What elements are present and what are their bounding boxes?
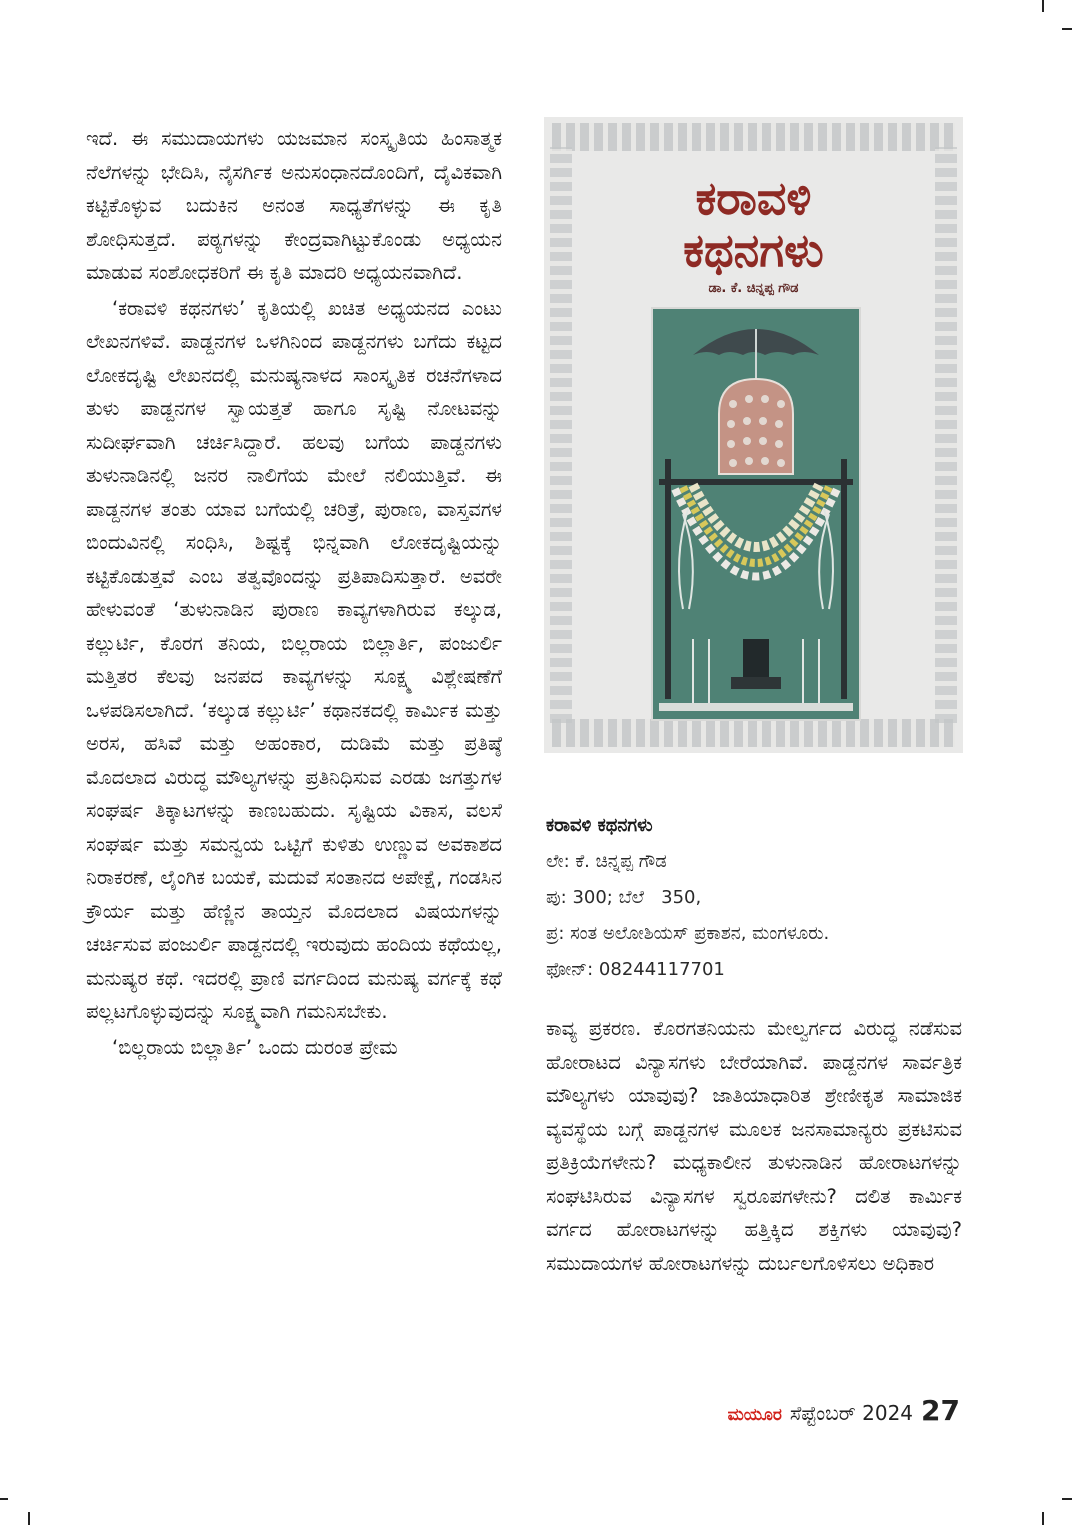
book-title: ಕರಾವಳಿ ಕಥನಗಳು xyxy=(546,815,653,836)
cover-title-line1: ಕರಾವಳಿ xyxy=(695,171,812,225)
crop-mark xyxy=(1042,1512,1044,1525)
umbrella-shrine-illustration xyxy=(653,309,859,719)
issue-month: ಸೆಪ್ಟೆಂಬರ್ 2024 xyxy=(789,1401,914,1425)
page-footer xyxy=(728,1394,960,1428)
crop-mark xyxy=(1062,1498,1072,1500)
cover-title-line2: ಕಥನಗಳು xyxy=(683,223,824,277)
book-cover-image xyxy=(544,117,963,753)
cover-border-pattern xyxy=(552,719,955,747)
cover-border-pattern xyxy=(552,123,955,151)
article-paragraph: ‘ಬಿಲ್ಲರಾಯ ಬಿಲ್ಲಾರ್ತಿ’ ಒಂದು ದುರಂತ ಪ್ರೇಮ xyxy=(112,1035,398,1059)
crop-mark xyxy=(1062,28,1072,30)
article-right-column xyxy=(546,1012,962,1280)
cover-author: ಡಾ. ಕೆ. ಚಿನ್ನಪ್ಪ ಗೌಡ xyxy=(708,281,799,296)
article-left-column xyxy=(86,122,502,1064)
article-paragraph: ‘ಕರಾವಳಿ ಕಥನಗಳು’ ಕೃತಿಯಲ್ಲಿ ಖಚಿತ ಅಧ್ಯಯನದ ಎಂಟು ಲೇಖನಗಳಿವೆ. ಪಾಡ್ದನಗಳ ಒಳಗಿನಿಂದ ಪಾಡ್ದನಗಳು ಬಗೆದು ಕಟ್ಟದ ಲೋಕದೃಷ್ಟಿ ಲೇಖನದಲ್ಲಿ ಮನುಷ್ಯನಾಳದ ಸಾಂಸ್ಕೃತಿಕ ರಚನೆಗಳಾದ ತುಳು ಪಾಡ್ದನಗಳ ಸ್ವಾಯತ್ತತೆ ಹಾಗೂ ಸೃಷ್ಟಿ ನೋಟವನ್ನು ಸುದೀರ್ಘವಾಗಿ ಚರ್ಚಿಸಿದ್ದಾರೆ. ಹಲವು ಬಗೆಯ ಪಾಡ್ದನಗಳು ತುಳುನಾಡಿನಲ್ಲಿ ಜನರ ನಾಲಿಗೆಯ ಮೇಲೆ ನಲಿಯುತ್ತಿವೆ. ಈ ಪಾಡ್ದನಗಳ ತಂತು ಯಾವ ಬಗೆಯಲ್ಲಿ ಚರಿತ್ರೆ, ಪುರಾಣ, ವಾಸ್ತವಗಳ ಬಿಂದುವಿನಲ್ಲಿ ಸಂಧಿಸಿ, ಶಿಷ್ಟಕ್ಕೆ ಭಿನ್ನವಾಗಿ ಲೋಕದೃಷ್ಟಿಯನ್ನು ಕಟ್ಟಿಕೊಡುತ್ತವೆ ಎಂಬ ತತ್ವವೊಂದನ್ನು ಪ್ರತಿಪಾದಿಸುತ್ತಾರೆ. ಅವರೇ ಹೇಳುವಂತೆ ‘ತುಳುನಾಡಿನ ಪುರಾಣ ಕಾವ್ಯಗಳಾಗಿರುವ ಕಲ್ಕುಡ, ಕಲ್ಲುರ್ಟಿ, ಕೊರಗ ತನಿಯ, ಬಿಲ್ಲರಾಯ ಬಿಲ್ಲಾರ್ತಿ, ಪಂಜುರ್ಲಿ ಮತ್ತಿತರ ಕೆಲವು ಜನಪದ ಕಾವ್ಯಗಳನ್ನು ಸೂಕ್ಷ್ಮ ವಿಶ್ಲೇಷಣೆಗೆ ಒಳಪಡಿಸಲಾಗಿದೆ. ‘ಕಲ್ಕುಡ ಕಲ್ಲುರ್ಟಿ’ ಕಥಾನಕದಲ್ಲಿ ಕಾರ್ಮಿಕ ಮತ್ತು ಅರಸ, ಹಸಿವೆ ಮತ್ತು ಅಹಂಕಾರ, ದುಡಿಮೆ ಮತ್ತು ಪ್ರತಿಷ್ಠೆ ಮೊದಲಾದ ವಿರುದ್ಧ ಮೌಲ್ಯಗಳನ್ನು ಪ್ರತಿನಿಧಿಸುವ ಎರಡು ಜಗತ್ತುಗಳ ಸಂಘರ್ಷ ತಿಕ್ಕಾಟಗಳನ್ನು ಕಾಣಬಹುದು. ಸೃಷ್ಟಿಯ ವಿಕಾಸ, ವಲಸೆ ಸಂಘರ್ಷ ಮತ್ತು ಸಮನ್ವಯ ಒಟ್ಟಿಗೆ ಕುಳಿತು ಉಣ್ಣುವ ಅವಕಾಶದ ನಿರಾಕರಣೆ, ಲೈಂಗಿಕ ಬಯಕೆ, ಮದುವೆ ಸಂತಾನದ ಅಪೇಕ್ಷೆ, ಗಂಡಸಿನ ಕ್ರೌರ್ಯ ಮತ್ತು ಹೆಣ್ಣಿನ ತಾಯ್ತನ ಮೊದಲಾದ ವಿಷಯಗಳನ್ನು ಚರ್ಚಿಸುವ ಪಂಜುರ್ಲಿ ಪಾಡ್ದನದಲ್ಲಿ ಇರುವುದು ಹಂದಿಯ ಕಥೆಯಲ್ಲ, ಮನುಷ್ಯರ ಕಥೆ. ಇದರಲ್ಲಿ ಪ್ರಾಣಿ ವರ್ಗದಿಂದ ಮನುಷ್ಯ ವರ್ಗಕ್ಕೆ ಕಥೆ ಪಲ್ಲಟಗೊಳ್ಳುವುದನ್ನು ಸೂಕ್ಷ್ಮವಾಗಿ ಗಮನಿಸಬೇಕು. xyxy=(86,296,502,1023)
book-phone: ಫೋನ್: 08244117701 xyxy=(546,959,725,980)
crop-mark xyxy=(28,1512,30,1525)
book-publisher: ಪ್ರ: ಸಂತ ಅಲೋಶಿಯಸ್ ಪ್ರಕಾಶನ, ಮಂಗಳೂರು. xyxy=(546,923,830,944)
magazine-logo: ಮಯೂರ xyxy=(727,1405,782,1425)
page-number: 27 xyxy=(921,1394,960,1427)
article-paragraph: ಕಾವ್ಯ ಪ್ರಕರಣ. ಕೊರಗತನಿಯನು ಮೇಲ್ವರ್ಗದ ವಿರುದ್ಧ ನಡೆಸುವ ಹೋರಾಟದ ವಿನ್ಯಾಸಗಳು ಬೇರೆಯಾಗಿವೆ. ಪಾಡ್ದನಗಳ ಸಾರ್ವತ್ರಿಕ ಮೌಲ್ಯಗಳು ಯಾವುವು? ಜಾತಿಯಾಧಾರಿತ ಶ್ರೇಣೀಕೃತ ಸಾಮಾಜಿಕ ವ್ಯವಸ್ಥೆಯ ಬಗ್ಗೆ ಪಾಡ್ದನಗಳ ಮೂಲಕ ಜನಸಾಮಾನ್ಯರು ಪ್ರಕಟಿಸುವ ಪ್ರತಿಕ್ರಿಯೆಗಳೇನು? ಮಧ್ಯಕಾಲೀನ ತುಳುನಾಡಿನ ಹೋರಾಟಗಳನ್ನು ಸಂಘಟಿಸಿರುವ ವಿನ್ಯಾಸಗಳ ಸ್ವರೂಪಗಳೇನು? ದಲಿತ ಕಾರ್ಮಿಕ ವರ್ಗದ ಹೋರಾಟಗಳನ್ನು ಹತ್ತಿಕ್ಕಿದ ಶಕ್ತಿಗಳು ಯಾವುವು? ಸಮುದಾಯಗಳ ಹೋರಾಟಗಳನ್ನು ದುರ್ಬಲಗೊಳಿಸಲು ಅಧಿಕಾರ xyxy=(546,1017,962,1275)
article-paragraph: ಇದೆ. ಈ ಸಮುದಾಯಗಳು ಯಜಮಾನ ಸಂಸ್ಕೃತಿಯ ಹಿಂಸಾತ್ಮಕ ನೆಲೆಗಳನ್ನು ಭೇದಿಸಿ, ನೈಸರ್ಗಿಕ ಅನುಸಂಧಾನದೊಂದಿಗೆ, ದೈವಿಕವಾಗಿ ಕಟ್ಟಿಕೊಳ್ಳುವ ಬದುಕಿನ ಅನಂತ ಸಾಧ್ಯತೆಗಳನ್ನು ಈ ಕೃತಿ ಶೋಧಿಸುತ್ತದೆ. ಪಠ್ಯಗಳನ್ನು ಕೇಂದ್ರವಾಗಿಟ್ಟುಕೊಂಡು ಅಧ್ಯಯನ ಮಾಡುವ ಸಂಶೋಧಕರಿಗೆ ಈ ಕೃತಿ ಮಾದರಿ ಅಧ್ಯಯನವಾಗಿದೆ. xyxy=(86,127,502,284)
cover-artwork xyxy=(651,307,861,721)
book-details xyxy=(546,808,966,988)
crop-mark xyxy=(1042,0,1044,12)
book-author: ಲೇ: ಕೆ. ಚಿನ್ನಪ್ಪ ಗೌಡ xyxy=(546,851,667,872)
crop-mark xyxy=(0,1498,8,1500)
book-pages-price: ಪು: 300; ಬೆಲೆ 350, xyxy=(546,887,702,908)
